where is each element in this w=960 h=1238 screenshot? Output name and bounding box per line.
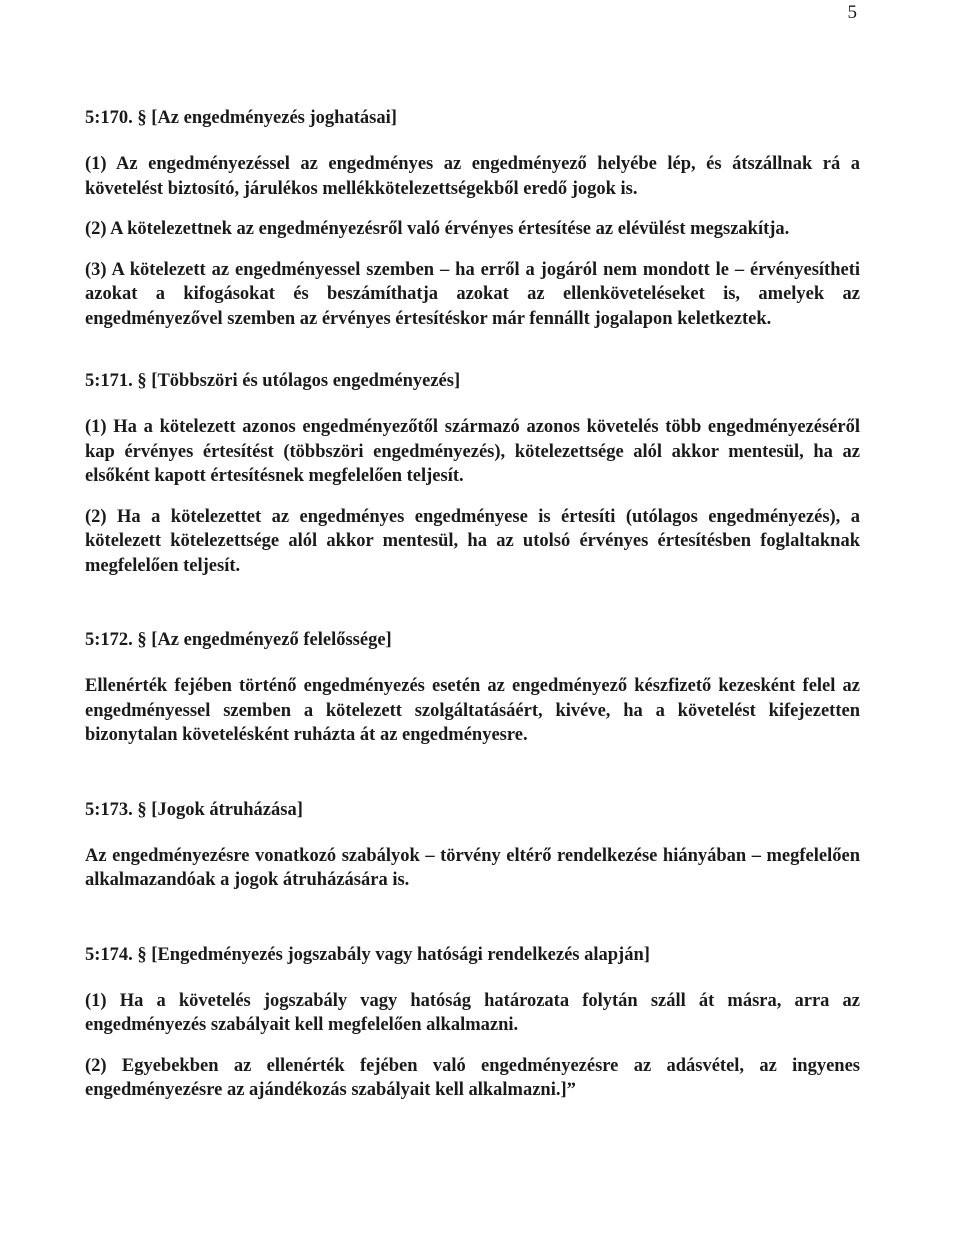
section-heading: 5:171. § [Többszöri és utólagos engedményezés]	[85, 371, 461, 391]
paragraph: Ellenérték fejében történő engedményezés esetén az engedményező készfizető kezesként felel az engedményessel szemben a kötelezett szolgáltatásáért, kivéve, ha a követelést kifejezetten bizonytalan követelésként ruházta át az engedményesre.	[85, 676, 860, 745]
document-body	[85, 106, 860, 1103]
paragraph: (2) A kötelezettnek az engedményezésről való érvényes értesítése az elévülést megszakítja.	[85, 219, 790, 239]
section-heading: 5:173. § [Jogok átruházása]	[85, 799, 303, 820]
page-number: 5	[847, 2, 857, 23]
paragraph: (1) Ha a kötelezett azonos engedményezőtől származó azonos követelés több engedményezéséről kap érvényes értesítést (többszöri engedményezés), kötelezettsége alól akkor mentesül, ha az elsőként kapott értesítésnek megfelelően teljesít.	[85, 417, 860, 486]
paragraph: (3) A kötelezett az engedményessel szemben – ha erről a jogáról nem mondott le – érvényesítheti azokat a kifogásokat és beszámíthatja azokat az ellenköveteléseket is, amelyek az engedményezővel szemben az érvényes értesítéskor már fennállt jogalapon keletkeztek.	[85, 259, 860, 329]
paragraph: (2) Ha a kötelezettet az engedményes engedményese is értesíti (utólagos engedményezés), a kötelezett kötelezettsége alól akkor mentesül, ha az utolsó érvényes értesítésben foglaltaknak megfelelően teljesít.	[85, 506, 860, 576]
paragraph: Az engedményezésre vonatkozó szabályok – törvény eltérő rendelkezése hiányában – megfelelően alkalmazandóak a jogok átruházására is.	[85, 845, 860, 890]
section-heading: 5:172. § [Az engedményező felelőssége]	[85, 630, 392, 650]
paragraph: (2) Egyebekben az ellenérték fejében való engedményezésre az adásvétel, az ingyenes engedményezésre az ajándékozás szabályait kell alkalmazni.]”	[85, 1055, 860, 1100]
paragraph: (1) Ha a követelés jogszabály vagy hatóság határozata folytán száll át másra, arra az engedményezés szabályait kell megfelelően alkalmazni.	[85, 990, 860, 1035]
section-heading: 5:174. § [Engedményezés jogszabály vagy hatósági rendelkezés alapján]	[85, 944, 650, 965]
paragraph: (1) Az engedményezéssel az engedményes az engedményező helyébe lép, és átszállnak rá a követelést biztosító, járulékos mellékkötelezettségekből eredő jogok is.	[85, 154, 860, 199]
section-heading: 5:170. § [Az engedményezés joghatásai]	[85, 108, 397, 128]
